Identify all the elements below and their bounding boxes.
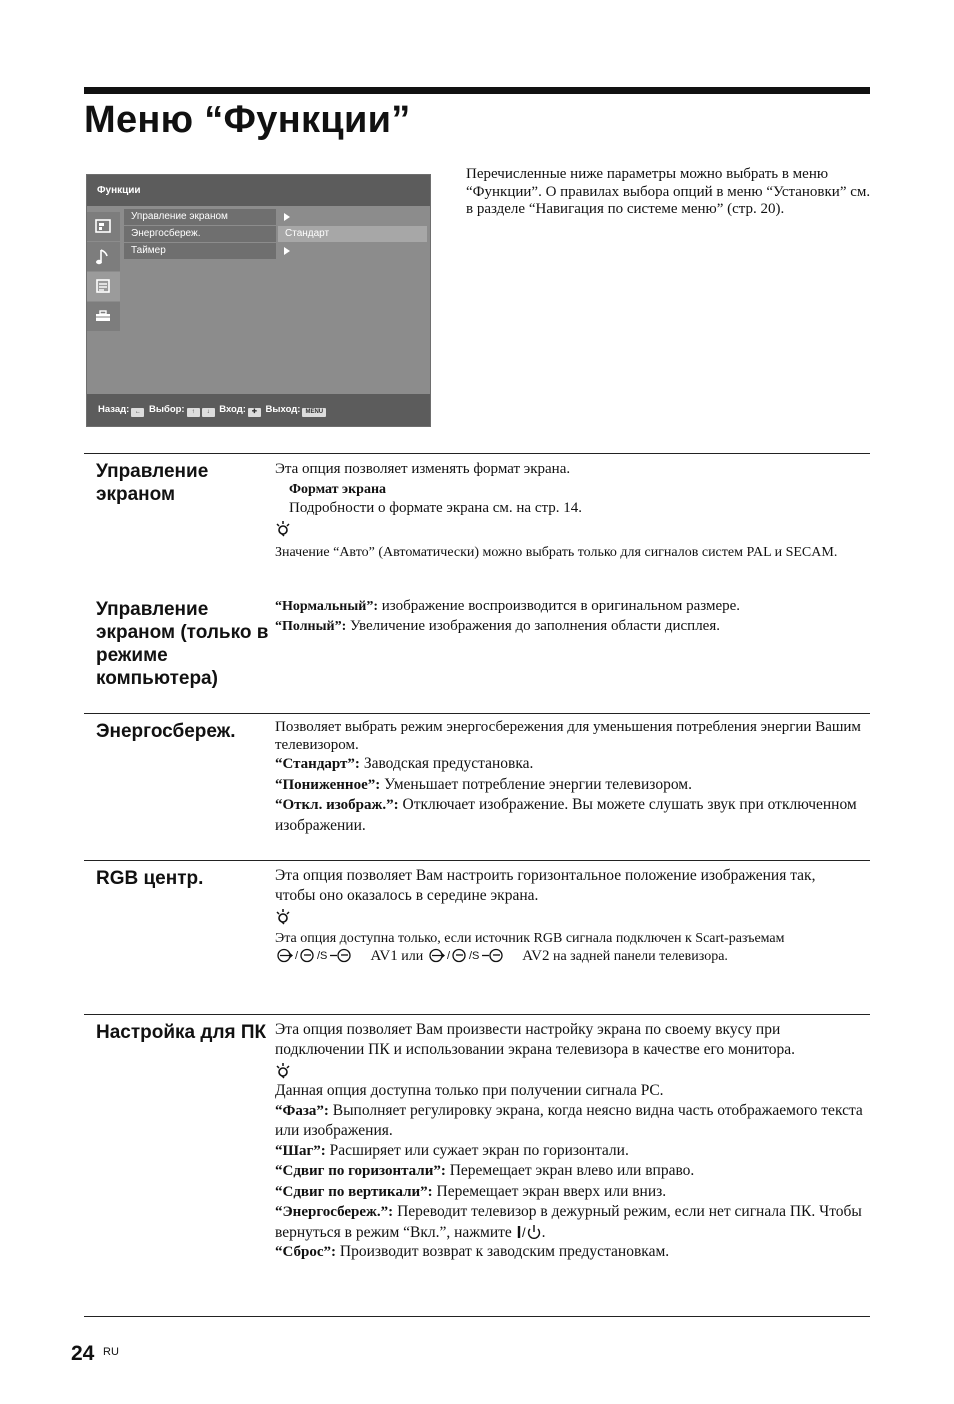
screen-sub-title: Формат экрана	[289, 481, 387, 497]
option-text: Увеличение изображения до заполнения области дисплея.	[346, 617, 720, 634]
menu-row-screen-control	[124, 209, 276, 225]
option-text-end: .	[541, 1223, 546, 1241]
screen-icon	[95, 218, 111, 234]
option-label: “Фаза”:	[275, 1102, 329, 1119]
section-body-pc	[275, 1020, 870, 1263]
tip-bulb-icon	[275, 1062, 291, 1079]
down-arrow-icon: ↓	[202, 408, 215, 417]
rgb-tip-text-b: или	[397, 948, 427, 964]
footer-enter-label: Вход:	[219, 404, 246, 415]
page-number: 24	[71, 1342, 95, 1365]
arrow-right-icon	[284, 247, 290, 255]
menu-row-value: Стандарт	[285, 228, 330, 239]
rgb-tip-text-c: на задней панели телевизора.	[549, 948, 728, 964]
energy-option-standard	[275, 754, 875, 775]
option-text: Перемещает экран влево или вправо.	[445, 1162, 695, 1179]
page-title: Меню “Функции”	[84, 99, 411, 141]
tip-bulb-icon	[275, 908, 291, 925]
energy-option-picture-off	[275, 795, 860, 835]
menu-row-energy-value	[278, 226, 427, 242]
menu-icon-sound	[87, 242, 120, 271]
option-label: “Откл. изображ.”:	[275, 797, 399, 813]
section-title-energy: Энергосбереж.	[96, 721, 236, 742]
rgb-tip	[275, 930, 860, 965]
section-divider	[84, 1014, 870, 1015]
arrow-right-icon	[284, 213, 290, 221]
section-body-screen-pc	[275, 597, 875, 636]
option-label: “Сдвиг по горизонтали”:	[275, 1163, 446, 1179]
features-icon	[95, 278, 111, 294]
pc-option-energy	[275, 1202, 870, 1242]
rgb-av2: AV2	[522, 947, 550, 964]
rgb-av1: AV1	[370, 947, 398, 964]
section-divider	[84, 860, 870, 861]
svg-text:/: /	[295, 949, 299, 962]
menu-icon-features	[87, 272, 120, 301]
tip-bulb-icon	[275, 520, 291, 537]
svg-text:/: /	[446, 949, 450, 962]
power-standby-icon	[516, 1224, 542, 1240]
section-divider	[84, 713, 870, 714]
energy-option-reduced	[275, 775, 875, 796]
screen-tip: Значение “Авто” (Автоматически) можно выбрать только для сигналов систем PAL и SECAM.	[275, 544, 838, 560]
menu-row-label: Управление экраном	[131, 211, 228, 222]
scart-connector-icon	[427, 948, 519, 963]
svg-text:/: /	[521, 1224, 526, 1240]
toolbox-icon	[95, 308, 111, 324]
option-text: изображение воспроизводится в оригинальном размере.	[378, 598, 741, 614]
section-title-screen-pc: Управление экраном (только в режиме компьютера)	[96, 599, 269, 689]
menu-icon-picture	[87, 212, 120, 241]
svg-text:/S: /S	[317, 949, 328, 962]
option-text: Отключает изображение. Вы можете слушать звук при отключенном изображении.	[275, 796, 857, 834]
back-arrow-icon: ←	[131, 408, 144, 417]
option-text: Выполняет регулировку экрана, когда неясно видна часть отображаемого текста или изображения.	[275, 1101, 863, 1139]
footer-select-label: Выбор:	[148, 404, 185, 415]
functions-menu-screenshot	[86, 174, 431, 427]
pc-tip: Данная опция доступна только при получении сигнала PC.	[275, 1082, 664, 1099]
rgb-desc: Эта опция позволяет Вам настроить горизонтальное положение изображения так, чтобы оно оказалось в середине экрана.	[275, 867, 816, 904]
option-label: “Стандарт”:	[275, 756, 360, 772]
option-label: “Энергосбереж.”:	[275, 1204, 394, 1220]
menu-row-label: Таймер	[131, 245, 166, 256]
section-body-energy	[275, 719, 875, 835]
option-label: “Полный”:	[275, 618, 347, 634]
screen-sub-desc: Подробности о формате экрана см. на стр. 14.	[289, 499, 582, 516]
enter-plus-icon: ✚	[248, 408, 261, 417]
menu-row-timer	[124, 243, 276, 259]
page-language: RU	[103, 1346, 119, 1358]
section-body-rgb	[275, 866, 835, 965]
option-text: Заводская предустановка.	[359, 755, 534, 772]
screen-pc-option-full	[275, 617, 875, 637]
section-divider	[84, 1316, 870, 1317]
option-text: Перемещает экран вверх или вниз.	[432, 1182, 667, 1200]
pc-option-pitch	[275, 1141, 870, 1162]
music-note-icon	[95, 248, 111, 266]
option-label: “Шаг”:	[275, 1142, 326, 1159]
option-label: “Сдвиг по вертикали”:	[275, 1183, 433, 1200]
pc-option-hshift	[275, 1161, 870, 1182]
pc-option-phase	[275, 1101, 870, 1141]
section-body-screen	[275, 460, 875, 562]
intro-text: Перечисленные ниже параметры можно выбрать в меню “Функции”. О правилах выбора опций в меню “Установки” см. в разделе “Навигация по системе меню” (стр. 20).	[466, 166, 871, 217]
screen-desc: Эта опция позволяет изменять формат экрана.	[275, 461, 571, 477]
option-text: Производит возврат к заводским предустановкам.	[336, 1243, 670, 1260]
section-divider	[84, 453, 870, 454]
menu-row-label: Энергосбереж.	[131, 228, 201, 239]
up-arrow-icon: ↑	[187, 408, 200, 417]
menu-footer	[87, 394, 430, 426]
svg-text:/S: /S	[468, 949, 480, 962]
rgb-tip-text-a: Эта опция доступна только, если источник RGB сигнала подключен к Scart-разъемам	[275, 931, 785, 946]
option-label: “Нормальный”:	[275, 599, 379, 614]
menu-key-icon: MENU	[302, 408, 326, 417]
menu-icon-setup	[87, 302, 120, 331]
option-label: “Сброс”:	[275, 1244, 337, 1260]
footer-exit-label: Выход:	[265, 404, 301, 415]
section-title-rgb: RGB центр.	[96, 868, 204, 889]
option-text: Расширяет или сужает экран по горизонтали.	[325, 1141, 629, 1159]
menu-header-title: Функции	[97, 185, 141, 196]
option-text: Уменьшает потребление энергии телевизором.	[380, 775, 692, 793]
top-rule	[84, 87, 870, 94]
menu-header	[87, 175, 430, 206]
energy-desc: Позволяет выбрать режим энергосбережения для уменьшения потребления энергии Вашим телевизором.	[275, 719, 861, 753]
scart-connector-icon	[275, 948, 367, 963]
menu-row-energy	[124, 226, 276, 242]
footer-back-label: Назад:	[98, 404, 130, 415]
option-label: “Пониженное”:	[275, 776, 381, 793]
option-text: Переводит телевизор в дежурный режим, если нет сигнала ПК. Чтобы вернуться в режим “Вкл.”, нажмите	[275, 1203, 862, 1241]
pc-option-reset	[275, 1242, 870, 1263]
screen-sub	[275, 480, 875, 517]
section-title-pc: Настройка для ПК	[96, 1022, 267, 1043]
section-title-screen: Управление экраном	[96, 461, 209, 505]
pc-option-vshift	[275, 1182, 870, 1203]
pc-desc: Эта опция позволяет Вам произвести настройку экрана по своему вкусу при подключении ПК и использовании экрана телевизора в качестве его монитора.	[275, 1021, 796, 1058]
screen-pc-option-normal	[275, 597, 875, 617]
